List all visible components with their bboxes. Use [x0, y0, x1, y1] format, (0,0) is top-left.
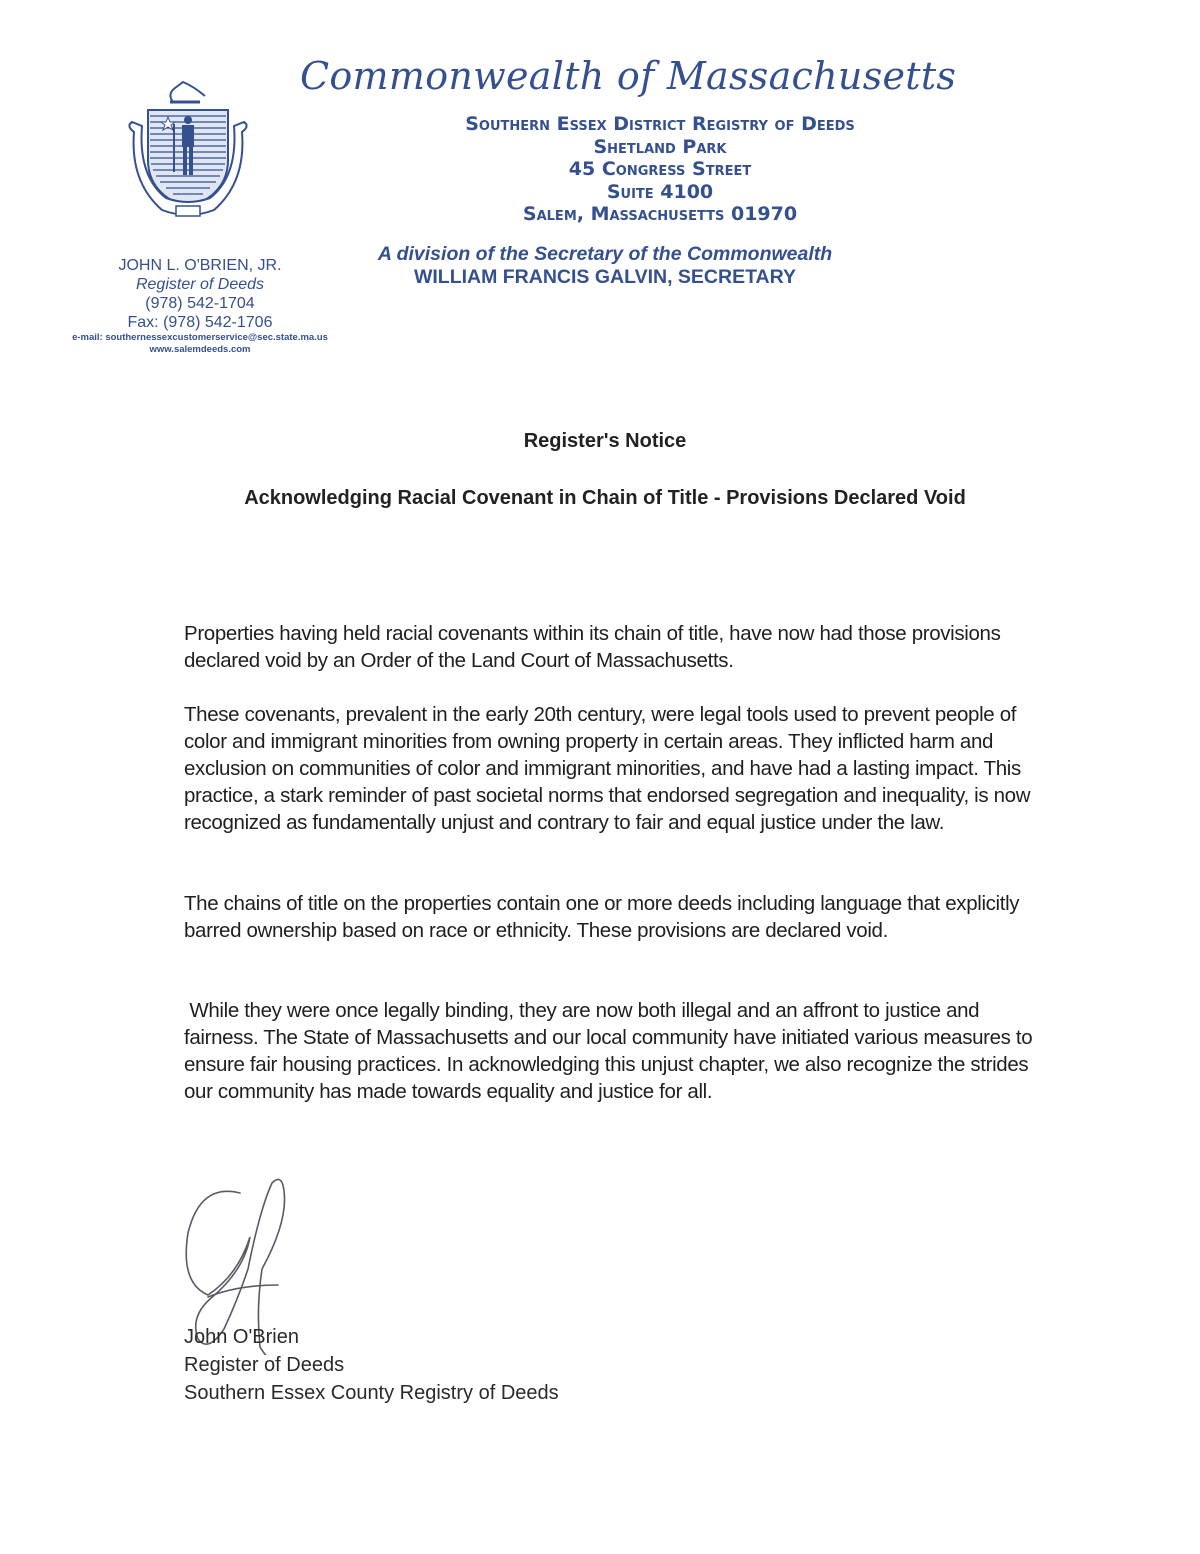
- body-paragraph-3: The chains of title on the properties contain one or more deeds including language that explicitly barred ownership based on race or ethnicity. These provisions are declared void.: [184, 892, 1020, 942]
- signature-block: [184, 1323, 684, 1407]
- email-address[interactable]: e-mail: southernessexcustomerservice@sec.state.ma.us: [72, 332, 328, 343]
- signer-name: John O'Brien: [184, 1326, 299, 1348]
- signer-title: Register of Deeds: [184, 1354, 345, 1376]
- suite-number: Suite 4100: [606, 180, 714, 203]
- body-paragraph-1: Properties having held racial covenants within its chain of title, have now had those provisions declared void by an Order of the Land Court of Massachusetts.: [184, 622, 1001, 672]
- register-name: JOHN L. O'BRIEN, JR.: [118, 257, 282, 274]
- website-link[interactable]: www.salemdeeds.com: [149, 344, 251, 355]
- building-name: Shetland Park: [593, 135, 727, 158]
- letterhead-title: Commonwealth of Massachusetts: [300, 54, 957, 98]
- secretary-line: WILLIAM FRANCIS GALVIN, SECRETARY: [413, 266, 797, 288]
- body-paragraph-2: These covenants, prevalent in the early 20th century, were legal tools used to prevent people of color and immigrant minorities from owning property in certain areas. They inflicted harm and exclusion on communities of color and immigrant minorities, and have had a lasting impact. This practice, a stark reminder of past societal norms that endorsed segregation and inequality, is now recognized as fundamentally unjust and contrary to fair and equal justice under the law.: [184, 703, 1031, 834]
- division-line: A division of the Secretary of the Commonwealth: [377, 243, 833, 265]
- signer-organization: Southern Essex County Registry of Deeds: [184, 1382, 559, 1404]
- body-paragraph-4: While they were once legally binding, they are now both illegal and an affront to justice and fairness. The State of Massachusetts and our local community have initiated various measures to ensure fair housing practices. In acknowledging this unjust chapter, we also recognize the strides our community has made towards equality and justice for all.: [184, 999, 1038, 1103]
- letterhead-address: [400, 113, 920, 226]
- street-address: 45 Congress Street: [568, 158, 752, 180]
- city-state-zip: Salem, Massachusetts 01970: [522, 203, 798, 225]
- register-role: Register of Deeds: [135, 276, 265, 293]
- notice-heading: Register's Notice: [523, 430, 687, 452]
- massachusetts-seal-icon: [118, 72, 258, 222]
- registry-office-name: Southern Essex District Registry of Deeds: [465, 113, 855, 135]
- fax-number: Fax: (978) 542-1706: [127, 314, 273, 331]
- phone-number: (978) 542-1704: [145, 295, 255, 312]
- notice-subheading: Acknowledging Racial Covenant in Chain of Title - Provisions Declared Void: [244, 487, 966, 509]
- division-block: [330, 243, 880, 289]
- contact-block: [30, 256, 370, 356]
